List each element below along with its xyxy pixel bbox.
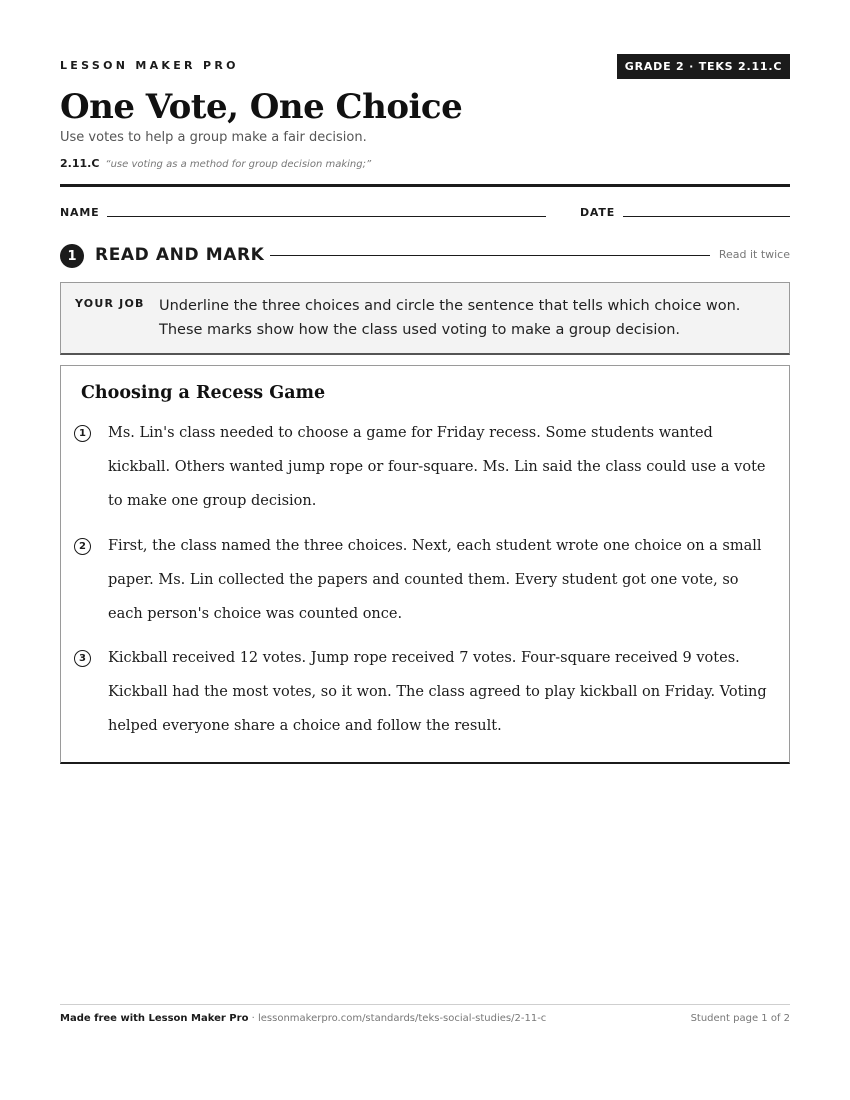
- paragraph-number: 2: [74, 538, 91, 555]
- footer-credit: [60, 1013, 546, 1024]
- page-indicator: Student page 1 of 2: [690, 1013, 790, 1024]
- section-hint: Read it twice: [718, 248, 790, 261]
- standard-code: 2.11.C: [60, 157, 100, 170]
- paragraph-number: 3: [74, 650, 91, 667]
- standard-reference: [60, 157, 371, 170]
- brand-name: LESSON MAKER PRO: [60, 59, 239, 72]
- paragraph-text: First, the class named the three choices. Next, each student wrote one choice on a small paper. Ms. Lin collected the papers and counted them. Every student got one vote, so each person's choice was counted once.: [108, 538, 762, 622]
- page-title: One Vote, One Choice: [60, 87, 463, 127]
- date-field[interactable]: [623, 216, 790, 217]
- section-title: READ AND MARK: [95, 245, 265, 265]
- name-label: NAME: [60, 206, 100, 219]
- section-divider: [270, 255, 710, 256]
- passage-title: Choosing a Recess Game: [81, 383, 326, 403]
- instructions-box: [60, 282, 790, 355]
- page-subtitle: Use votes to help a group make a fair decision.: [60, 130, 367, 145]
- header-divider: [60, 184, 790, 187]
- footer-divider: [60, 1004, 790, 1005]
- footer-made: Made free with Lesson Maker Pro: [60, 1013, 249, 1024]
- job-text: Underline the three choices and circle the sentence that tells which choice won. These marks show how the class used voting to make a group decision.: [159, 298, 741, 338]
- step-number-badge: 1: [60, 244, 84, 268]
- paragraph-text: Ms. Lin's class needed to choose a game for Friday recess. Some students wanted kickball. Others wanted jump rope or four-square. Ms. Lin said the class could use a vote to make one group decision.: [108, 425, 766, 509]
- footer-url[interactable]: · lessonmakerpro.com/standards/teks-social-studies/2-11-c: [248, 1013, 547, 1024]
- job-label: YOUR JOB: [75, 297, 145, 310]
- standard-text: “use voting as a method for group decision making;”: [105, 159, 372, 170]
- paragraph-text: Kickball received 12 votes. Jump rope received 7 votes. Four-square received 9 votes. Kickball had the most votes, so it won. The class agreed to play kickball on Friday. Voting helped everyone share a choice and follow the result.: [108, 650, 767, 734]
- reading-passage: [60, 365, 790, 764]
- grade-badge: GRADE 2 · TEKS 2.11.C: [617, 54, 790, 79]
- name-field[interactable]: [107, 216, 546, 217]
- paragraph-number: 1: [74, 425, 91, 442]
- date-label: DATE: [580, 206, 616, 219]
- section-header: [60, 243, 790, 269]
